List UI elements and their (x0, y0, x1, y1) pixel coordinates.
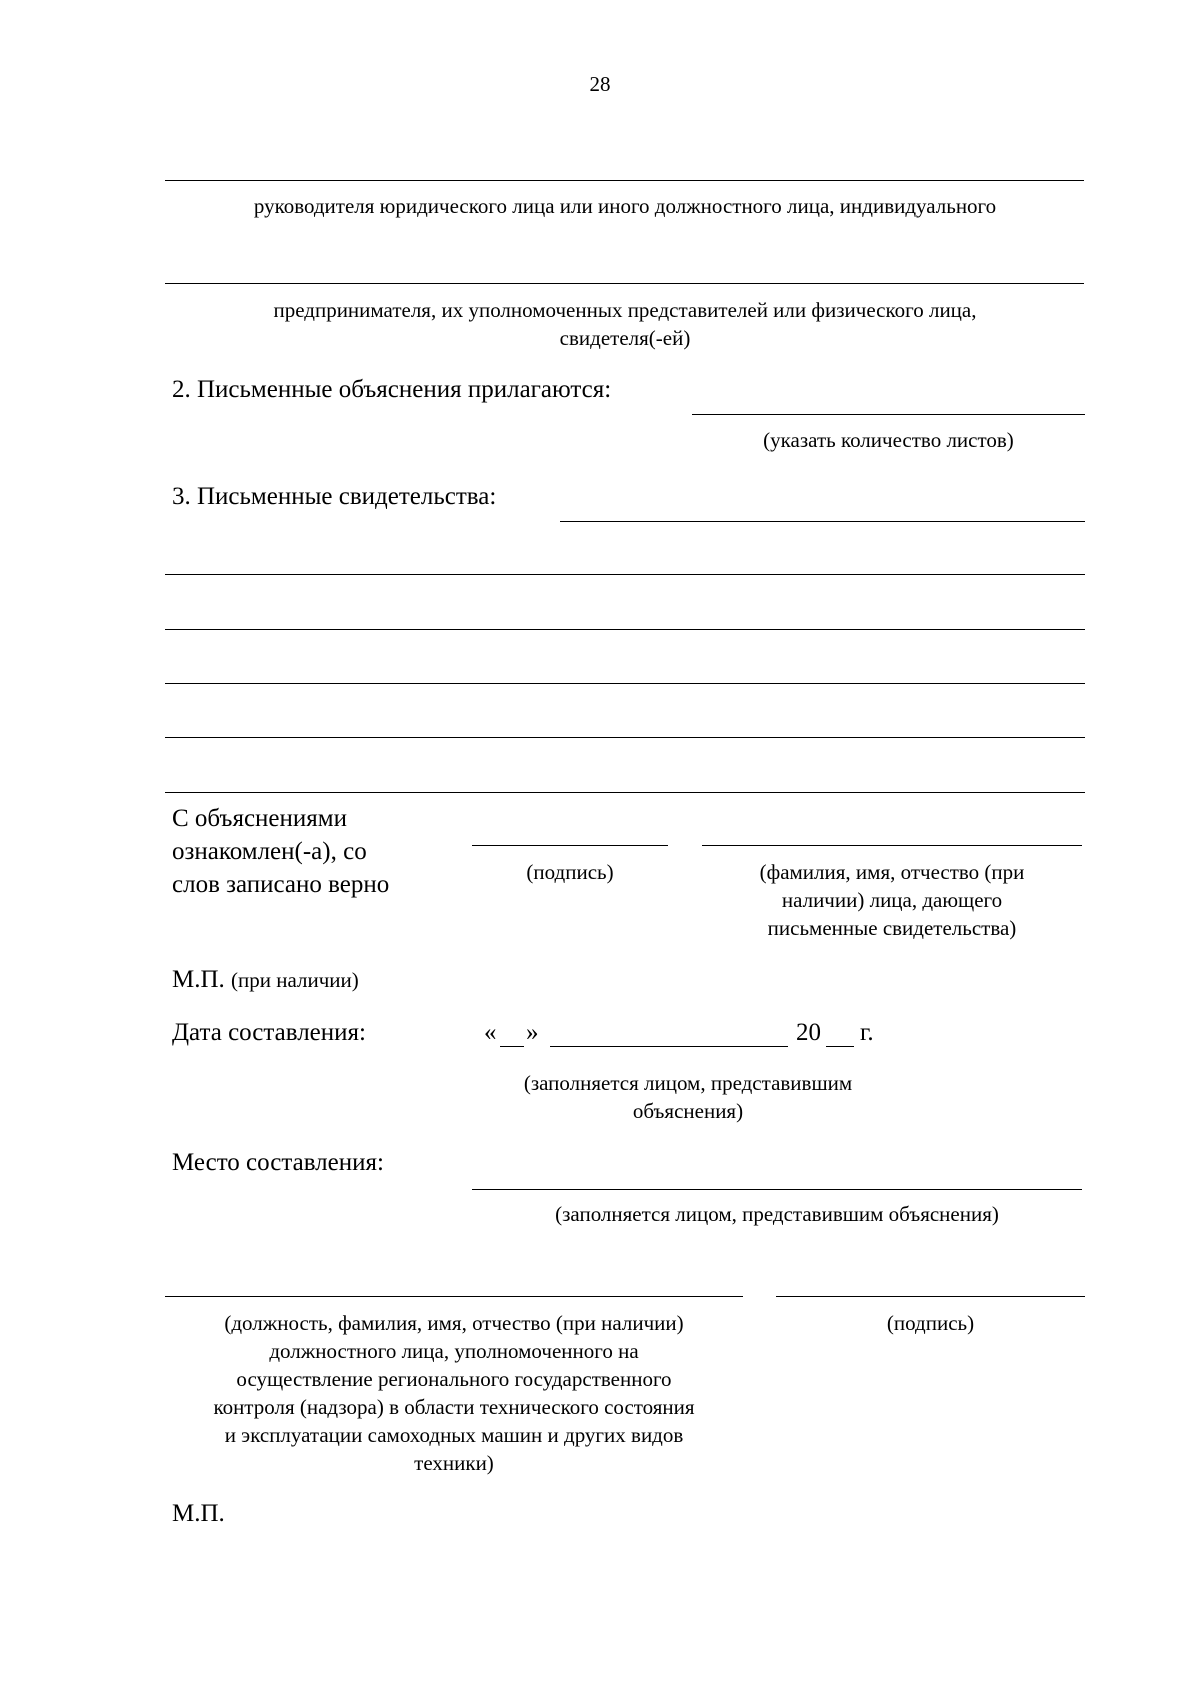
date-year-suffix: г. (860, 1019, 874, 1046)
page-number: 28 (589, 72, 611, 96)
fill-line-header-2[interactable] (165, 283, 1084, 284)
header-hint-2-line2: свидетеля(-ей) (559, 326, 691, 350)
official-hint-line4: контроля (надзора) в области технического состояния (213, 1395, 695, 1419)
official-signature-hint: (подпись) (886, 1311, 975, 1335)
official-hint-line3: осуществление регионального государственного (236, 1367, 672, 1391)
stamp-note: (при наличии) (231, 968, 359, 992)
item2-label: 2. Письменные объяснения прилагаются: (172, 376, 612, 403)
official-hint-line6: техники) (414, 1451, 494, 1475)
date-hint-line2: объяснения) (632, 1099, 744, 1123)
ack-label-line1: С объяснениями (172, 805, 347, 832)
testimony-line-4[interactable] (165, 737, 1085, 738)
official-hint-line2: должностного лица, уполномоченного на (269, 1339, 639, 1363)
item2-fill-line[interactable] (692, 414, 1085, 415)
date-year-line[interactable] (826, 1046, 854, 1047)
ack-label-line3: слов записано верно (172, 871, 390, 898)
date-label: Дата составления: (172, 1019, 366, 1046)
stamp-main: М.П. (172, 966, 225, 993)
testimony-line-2[interactable] (165, 629, 1085, 630)
date-year-prefix: 20 (796, 1019, 821, 1046)
date-hint (478, 1069, 898, 1125)
testimony-line-5[interactable] (165, 792, 1085, 793)
header-hint-1: руководителя юридического лица или иного должностного лица, индивидуального (253, 194, 997, 218)
place-label: Место составления: (172, 1149, 384, 1176)
official-hint-line1: (должность, фамилия, имя, отчество (при наличии) (224, 1311, 684, 1335)
item3-label: 3. Письменные свидетельства: (172, 483, 497, 510)
ack-signature-line[interactable] (472, 845, 668, 846)
final-stamp: М.П. (172, 1500, 225, 1527)
header-hint-2-line1: предпринимателя, их уполномоченных представителей или физического лица, (273, 298, 977, 322)
testimony-line-1[interactable] (165, 574, 1085, 575)
official-hint-line5: и эксплуатации самоходных машин и других видов (224, 1423, 684, 1447)
date-open-quote: « (484, 1019, 497, 1046)
official-name-line[interactable] (165, 1296, 743, 1297)
header-hint-2 (150, 296, 1100, 352)
ack-name-hint-line1: (фамилия, имя, отчество (при (759, 860, 1025, 884)
date-hint-line1: (заполняется лицом, представившим (523, 1071, 853, 1095)
fill-line-header-1[interactable] (165, 180, 1084, 181)
item3-fill-line[interactable] (560, 521, 1085, 522)
date-close-quote: » (526, 1019, 539, 1046)
ack-signature-hint: (подпись) (526, 860, 614, 884)
item2-hint: (указать количество листов) (763, 428, 1014, 452)
place-hint: (заполняется лицом, представившим объяснения) (555, 1202, 999, 1226)
date-day-line[interactable] (500, 1046, 524, 1047)
ack-name-hint-line2: наличии) лица, дающего (781, 888, 1003, 912)
ack-label-line2: ознакомлен(-а), со (172, 838, 367, 865)
ack-label (172, 802, 389, 901)
ack-name-hint-line3: письменные свидетельства) (767, 916, 1017, 940)
official-signature-line[interactable] (776, 1296, 1085, 1297)
place-fill-line[interactable] (472, 1189, 1082, 1190)
official-hint (155, 1309, 753, 1477)
date-month-line[interactable] (550, 1046, 788, 1047)
stamp-label (172, 963, 359, 997)
ack-name-hint (702, 858, 1082, 942)
ack-name-line[interactable] (702, 845, 1082, 846)
testimony-line-3[interactable] (165, 683, 1085, 684)
